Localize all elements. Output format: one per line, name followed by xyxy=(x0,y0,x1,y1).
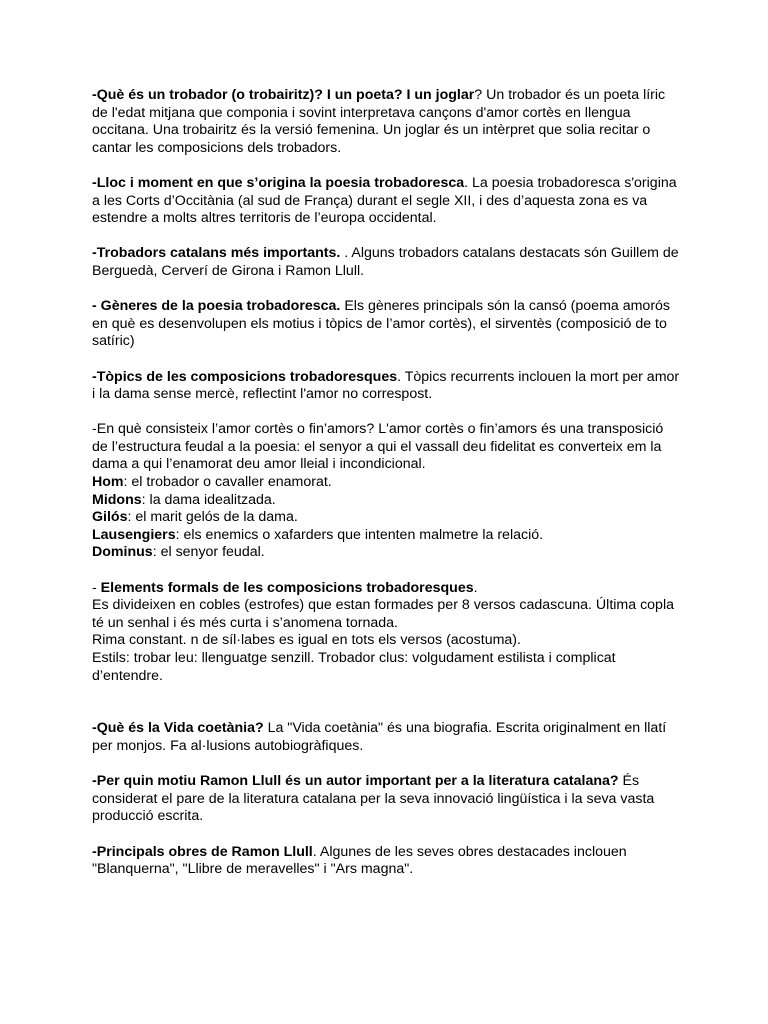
heading-suffix: . xyxy=(473,579,478,596)
paragraph-trobador xyxy=(92,87,682,157)
term-label: Gilós xyxy=(92,509,128,526)
paragraph-lloc xyxy=(92,175,682,228)
term-lausengiers xyxy=(92,527,682,545)
paragraph-generes xyxy=(92,298,682,351)
answer-text: . La poesia trobadoresca s'origina a les Corts d’Occitània (al sud de França) durant el segle XII, i des d’aquesta zona es va estendre a molts altres territoris de l’europa occidental. xyxy=(92,174,677,227)
heading-prefix: - xyxy=(92,579,101,596)
answer-text: La "Vida coetània" és una biografia. Escrita originalment en llatí per monjos. Fa al·lusions autobiogràfiques. xyxy=(92,720,667,754)
term-gilos xyxy=(92,509,682,527)
term-definition: : el trobador o cavaller enamorat. xyxy=(123,474,332,491)
term-label: Midons xyxy=(92,491,142,508)
term-label: Dominus xyxy=(92,544,153,561)
paragraph-ramon-llull xyxy=(92,773,682,826)
paragraph-topics xyxy=(92,369,682,404)
answer-text: Els gèneres principals són la cansó (poema amorós en què es desenvolupen els motius i tòpics de l’amor cortès), el sirventès (composició de to satíric) xyxy=(92,298,671,350)
question-heading: -Què és un trobador (o trobairitz)? I un poeta? I un joglar xyxy=(92,87,475,103)
term-dominus xyxy=(92,544,682,562)
answer-text: . Tòpics recurrents inclouen la mort per amor i la dama sense mercè, reflectint l'amor no correspost. xyxy=(92,368,680,403)
paragraph-elements-heading xyxy=(92,580,682,598)
elements-line-rima: Rima constant. n de síl·labes es igual en tots els versos (acostuma). xyxy=(92,632,521,649)
answer-text: . Algunes de les seves obres destacades inclouen "Blanquerna", "Llibre de meravelles" i "Ars magna". xyxy=(92,843,627,878)
answer-text: És considerat el pare de la literatura catalana per la seva innovació lingüística i la seva vasta producció escrita. xyxy=(92,773,655,825)
term-hom xyxy=(92,474,682,492)
term-label: Lausengiers xyxy=(92,526,176,543)
question-heading: -Què és la Vida coetània? xyxy=(92,720,264,737)
paragraph-vida-coetania xyxy=(92,720,682,755)
elements-line-cobles: Es divideixen en cobles (estrofes) que estan formades per 8 versos cadascuna. Última copla té un senhal i és més curta i s’anomena tornada. xyxy=(92,597,674,631)
answer-text: . Alguns trobadors catalans destacats són Guillem de Berguedà, Cerverí de Girona i Ramon Llull. xyxy=(92,245,679,279)
document-body xyxy=(92,87,682,879)
term-midons xyxy=(92,492,682,510)
question-heading: -Tòpics de les composicions trobadoresques xyxy=(92,368,398,385)
question-heading: -Lloc i moment en que s’origina la poesia trobadoresca xyxy=(92,174,465,191)
paragraph-catalans xyxy=(92,245,682,280)
paragraph-amor-cortes: -En què consisteix l’amor cortès o fin’amors? L'amor cortès o fin’amors és una transposició de l’estructura feudal a la poesia: el senyor a qui el vassall deu fidelitat es converteix em la dama a qui l’enamorat deu amor lleial i incondicional. xyxy=(92,421,664,473)
term-definition: : la dama idealitzada. xyxy=(141,491,276,508)
question-heading: -Trobadors catalans més importants. xyxy=(92,245,341,262)
term-definition: : els enemics o xafarders que intenten malmetre la relació. xyxy=(175,526,544,543)
term-definition: : el senyor feudal. xyxy=(152,544,265,561)
term-definition: : el marit gelós de la dama. xyxy=(127,509,298,526)
elements-line-estils: Estils: trobar leu: llenguatge senzill. Trobador clus: volgudament estilista i complicat d’entendre. xyxy=(92,650,616,684)
question-heading: - Gèneres de la poesia trobadoresca. xyxy=(92,298,341,315)
answer-text: ? Un trobador és un poeta líric de l'edat mitjana que componia i sovint interpretava cançons d'amor cortès en llengua occitana. Una trobairitz és la versió femenina. Un joglar és un intèrpret que solia recitar o cantar les composicions dels trobadors. xyxy=(92,87,666,156)
question-heading: -Per quin motiu Ramon Llull és un autor important per a la literatura catalana? xyxy=(92,773,619,790)
term-label: Hom xyxy=(92,474,124,491)
question-heading: Elements formals de les composicions trobadoresques xyxy=(100,579,474,596)
question-heading: -Principals obres de Ramon Llull xyxy=(92,843,313,860)
paragraph-obres xyxy=(92,844,682,879)
